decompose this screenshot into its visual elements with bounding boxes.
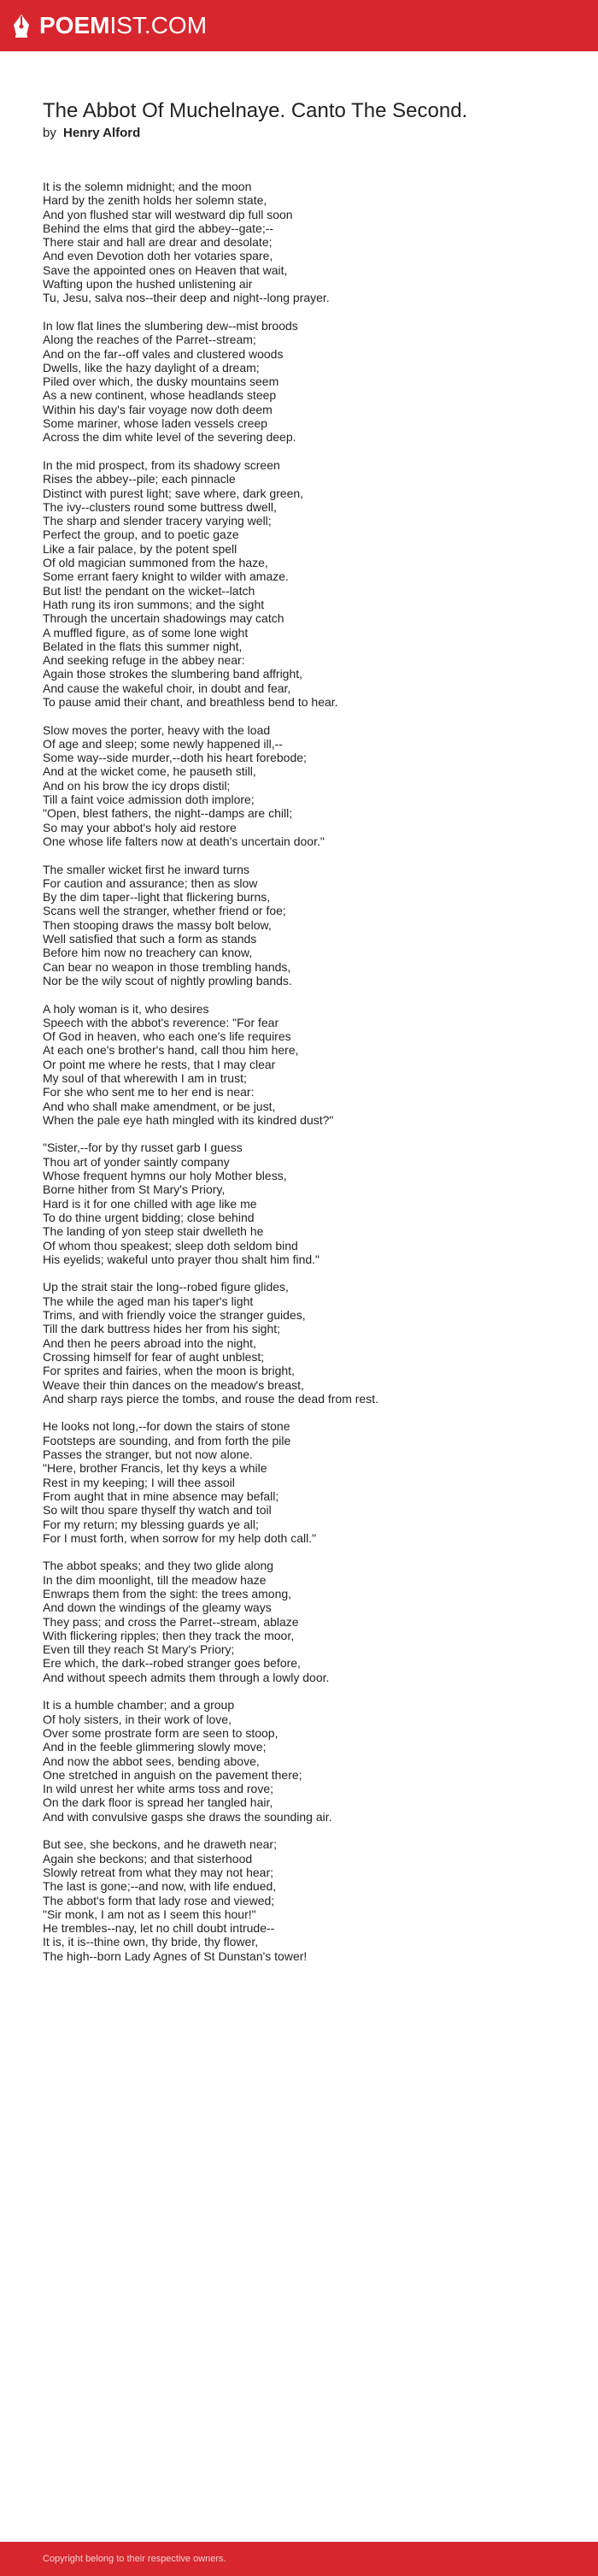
poem-line: Up the strait stair the long--robed figure glides, bbox=[43, 1280, 289, 1294]
poem-line: It is a humble chamber; and a group bbox=[43, 1698, 235, 1712]
poem-line: Can bear no weapon in those trembling hands, bbox=[43, 959, 291, 974]
poem-line: And in the feeble glimmering slowly move; bbox=[43, 1740, 267, 1754]
poem-line: Then stooping draws the massy bolt below, bbox=[43, 917, 272, 932]
poem-line: Some errant faery knight to wilder with amaze. bbox=[43, 569, 289, 584]
poem-line: For my return; my blessing guards ye all; bbox=[43, 1517, 259, 1531]
stanza bbox=[43, 1141, 555, 1266]
poem-line: In the mid prospect, from its shadowy screen bbox=[43, 457, 280, 472]
poem-line: And on his brow the icy drops distil; bbox=[43, 778, 231, 793]
poem-line: And yon flushed star will westward dip full soon bbox=[43, 207, 293, 221]
stanza bbox=[43, 1698, 555, 1824]
poem-line: One whose life falters now at death's uncertain door." bbox=[43, 834, 325, 848]
poem-line: One stretched in anguish on the pavement there; bbox=[43, 1767, 302, 1782]
pen-nib-icon bbox=[9, 13, 34, 38]
poem-article bbox=[43, 98, 555, 1977]
poem-line: There stair and hall are drear and desolate; bbox=[43, 235, 273, 250]
poem-line: Behind the elms that gird the abbey--gate;-- bbox=[43, 221, 274, 235]
poem-line: The high--born Lady Agnes of St Dunstan's tower! bbox=[43, 1948, 308, 1963]
poem-line: Slowly retreat from what they may not hear; bbox=[43, 1865, 273, 1879]
site-header bbox=[0, 0, 598, 51]
copyright-text: Copyright belong to their respective owners. bbox=[43, 2554, 226, 2564]
author-link[interactable]: Henry Alford bbox=[63, 126, 141, 140]
poem-line: Nor be the wily scout of nightly prowling bands. bbox=[43, 973, 292, 987]
poem-line: Of old magician summoned from the haze, bbox=[43, 556, 268, 570]
poem-line: His eyelids; wakeful unto prayer thou shalt him find." bbox=[43, 1252, 320, 1266]
poem-line: Footsteps are sounding, and from forth the pile bbox=[43, 1433, 291, 1447]
poem-line: Borne hither from St Mary's Priory, bbox=[43, 1182, 226, 1197]
site-logo[interactable] bbox=[9, 12, 207, 39]
poem-line: And on the far--off vales and clustered woods bbox=[43, 346, 284, 361]
poem-line: But list! the pendant on the wicket--latch bbox=[43, 583, 255, 598]
poem-line: Ere which, the dark--robed stranger goes before, bbox=[43, 1656, 301, 1671]
stanza bbox=[43, 1280, 555, 1406]
poem-line: Hath rung its iron summons; and the sight bbox=[43, 597, 265, 611]
stanza bbox=[43, 863, 555, 988]
poem-line: When the pale eye hath mingled with its kindred dust?" bbox=[43, 1112, 334, 1127]
poem-line: At each one's brother's hand, call thou him here, bbox=[43, 1043, 299, 1058]
poem-line: In the dim moonlight, till the meadow haze bbox=[43, 1572, 267, 1587]
poem-line: Hard by the zenith holds her solemn state, bbox=[43, 193, 267, 208]
poem-line: Of whom thou speakest; sleep doth seldom bind bbox=[43, 1238, 298, 1253]
poem-line: The smaller wicket first he inward turns bbox=[43, 862, 249, 876]
poem-line: Thou art of yonder saintly company bbox=[43, 1154, 230, 1169]
poem-line: So may your abbot's holy aid restore bbox=[43, 820, 237, 834]
poem-line: Scans well the stranger, whether friend or foe; bbox=[43, 904, 286, 918]
poem-line: And even Devotion doth her votaries spare, bbox=[43, 249, 273, 263]
poem-line: Over some prostrate form are seen to stoop, bbox=[43, 1725, 278, 1740]
poem-line: Tu, Jesu, salva nos--their deep and night--long prayer. bbox=[43, 291, 330, 305]
poem-line: The landing of yon steep stair dwelleth he bbox=[43, 1224, 264, 1239]
poem-line: The while the aged man his taper's light bbox=[43, 1294, 254, 1308]
poem-line: The ivy--clusters round some buttress dwell, bbox=[43, 499, 277, 514]
poem-line: To do thine urgent bidding; close behind bbox=[43, 1210, 255, 1224]
poem-line: From aught that in mine absence may befall; bbox=[43, 1488, 279, 1503]
stanza bbox=[43, 458, 555, 709]
poem-line: For sprites and fairies, when the moon is bright, bbox=[43, 1364, 295, 1378]
poem-line: Rises the abbey--pile; each pinnacle bbox=[43, 472, 236, 486]
poem-line: My soul of that wherewith I am in trust; bbox=[43, 1071, 247, 1085]
poem-line: The last is gone;--and now, with life endued, bbox=[43, 1879, 277, 1894]
logo-wordmark: POEMIST.COM bbox=[39, 12, 208, 38]
poem-line: Trims, and with friendly voice the stranger guides, bbox=[43, 1308, 306, 1323]
poem-line: Speech with the abbot's reverence: "For fear bbox=[43, 1015, 279, 1029]
poem-line: He trembles--nay, let no chill doubt intrude-- bbox=[43, 1921, 275, 1936]
poem-line: They pass; and cross the Parret--stream, ablaze bbox=[43, 1614, 299, 1629]
poem-line: So wilt thou spare thyself thy watch and toil bbox=[43, 1503, 272, 1518]
stanza bbox=[43, 1419, 555, 1545]
poem-line: "Sir monk, I am not as I seem this hour!" bbox=[43, 1907, 256, 1921]
by-label: by bbox=[43, 126, 56, 140]
poem-line: And without speech admits them through a lowly door. bbox=[43, 1670, 330, 1684]
poem-line: Rest in my keeping; I will thee assoil bbox=[43, 1475, 235, 1489]
poem-line: Of holy sisters, in their work of love, bbox=[43, 1712, 232, 1726]
poem-line: Till the dark buttress hides her from his sight; bbox=[43, 1322, 281, 1336]
poem-line: And then he peers abroad into the night, bbox=[43, 1335, 256, 1350]
poem-line: Wafting upon the hushed unlistening air bbox=[43, 277, 253, 292]
poem-line: And down the windings of the gleamy ways bbox=[43, 1600, 272, 1615]
poem-line: He looks not long,--for down the stairs of stone bbox=[43, 1419, 290, 1434]
poem-line: Before him now no treachery can know, bbox=[43, 946, 253, 960]
poem-line: Whose frequent hymns our holy Mother bless, bbox=[43, 1169, 287, 1183]
poem-line: And with convulsive gasps she draws the sounding air. bbox=[43, 1809, 332, 1824]
poem-line: Within his day's fair voyage now doth deem bbox=[43, 402, 273, 416]
poem-line: Like a fair palace, by the potent spell bbox=[43, 541, 237, 556]
poem-line: For caution and assurance; then as slow bbox=[43, 875, 258, 890]
poem-line: Dwells, like the hazy daylight of a dream; bbox=[43, 360, 260, 374]
poem-line: Or point me where he rests, that I may clear bbox=[43, 1057, 276, 1071]
poem-line: And who shall make amendment, or be just, bbox=[43, 1099, 276, 1113]
poem-line: As a new continent, whose headlands steep bbox=[43, 388, 277, 403]
poem-line: The abbot's form that lady rose and viewed; bbox=[43, 1893, 275, 1907]
poem-line: It is, it is--thine own, thy bride, thy flower, bbox=[43, 1935, 259, 1949]
poem-line: On the dark floor is spread her tangled hair, bbox=[43, 1795, 273, 1810]
poem-line: For I must forth, when sorrow for my help doth call." bbox=[43, 1530, 317, 1545]
poem-line: The abbot speaks; and they two glide along bbox=[43, 1559, 274, 1573]
poem-line: The sharp and slender tracery varying well; bbox=[43, 514, 272, 528]
poem-line: To pause amid their chant, and breathless bend to hear. bbox=[43, 694, 338, 709]
poem-title: The Abbot Of Muchelnaye. Canto The Second. bbox=[43, 99, 468, 122]
stanza bbox=[43, 1002, 555, 1128]
poem-body bbox=[43, 180, 555, 1963]
poem-line: Across the dim white level of the severing deep. bbox=[43, 430, 296, 445]
poem-line: Piled over which, the dusky mountains seem bbox=[43, 374, 279, 389]
poem-line: In wild unrest her white arms toss and rove; bbox=[43, 1782, 274, 1796]
poem-line: For she who sent me to her end is near: bbox=[43, 1085, 255, 1099]
poem-line: A holy woman is it, who desires bbox=[43, 1001, 209, 1016]
poem-line: Some mariner, whose laden vessels creep bbox=[43, 416, 268, 431]
stanza bbox=[43, 180, 555, 305]
poem-line: A muffled figure, as of some lone wight bbox=[43, 625, 249, 640]
poem-line: But see, she beckons, and he draweth near; bbox=[43, 1837, 277, 1852]
poem-line: Again she beckons; and that sisterhood bbox=[43, 1851, 253, 1866]
poem-line: In low flat lines the slumbering dew--mist broods bbox=[43, 318, 298, 333]
poem-line: Passes the stranger, but not now alone. bbox=[43, 1447, 253, 1462]
poem-line: Even till they reach St Mary's Priory; bbox=[43, 1642, 235, 1657]
poem-line: Weave their thin dances on the meadow's breast, bbox=[43, 1377, 304, 1392]
poem-line: Distinct with purest light; save where, dark green, bbox=[43, 486, 304, 500]
poem-line: And at the wicket come, he pauseth still, bbox=[43, 764, 256, 779]
poem-line: And seeking refuge in the abbey near: bbox=[43, 653, 245, 668]
byline bbox=[43, 126, 555, 140]
poem-line: And now the abbot sees, bending above, bbox=[43, 1754, 260, 1768]
poem-line: Well satisfied that such a form as stands bbox=[43, 932, 257, 946]
poem-line: By the dim taper--light that flickering burns, bbox=[43, 890, 271, 905]
poem-line: Hard is it for one chilled with age like me bbox=[43, 1196, 257, 1211]
stanza bbox=[43, 723, 555, 849]
poem-line: Again those strokes the slumbering band affright, bbox=[43, 667, 303, 681]
poem-line: Some way--side murder,--doth his heart forebode; bbox=[43, 751, 307, 765]
poem-line: "Here, brother Francis, let thy keys a while bbox=[43, 1461, 267, 1476]
poem-line: "Sister,--for by thy russet garb I guess bbox=[43, 1141, 243, 1155]
poem-line: It is the solemn midnight; and the moon bbox=[43, 180, 252, 193]
poem-line: Save the appointed ones on Heaven that wait, bbox=[43, 262, 288, 277]
poem-line: And cause the wakeful choir, in doubt and fear, bbox=[43, 681, 291, 695]
stanza bbox=[43, 1559, 555, 1684]
poem-line: With flickering ripples; then they track the moor, bbox=[43, 1628, 295, 1642]
poem-line: Enwraps them from the sight: the trees among, bbox=[43, 1586, 292, 1600]
poem-line: Belated in the flats this summer night, bbox=[43, 639, 243, 653]
poem-line: Perfect the group, and to poetic gaze bbox=[43, 528, 239, 542]
poem-line: Till a faint voice admission doth implore; bbox=[43, 793, 255, 807]
poem-line: "Open, blest fathers, the night--damps are chill; bbox=[43, 806, 293, 821]
poem-line: Of age and sleep; some newly happened ill,-- bbox=[43, 736, 283, 751]
poem-line: And sharp rays pierce the tombs, and rouse the dead from rest. bbox=[43, 1391, 378, 1406]
stanza bbox=[43, 1837, 555, 1963]
poem-line: Slow moves the porter, heavy with the load bbox=[43, 722, 271, 737]
stanza bbox=[43, 319, 555, 445]
site-footer bbox=[0, 2542, 598, 2576]
poem-line: Of God in heaven, who each one's life requires bbox=[43, 1029, 291, 1044]
poem-line: Along the reaches of the Parret--stream; bbox=[43, 333, 256, 347]
poem-line: Through the uncertain shadowings may catch bbox=[43, 611, 284, 626]
poem-line: Crossing himself for fear of aught unblest; bbox=[43, 1349, 265, 1364]
